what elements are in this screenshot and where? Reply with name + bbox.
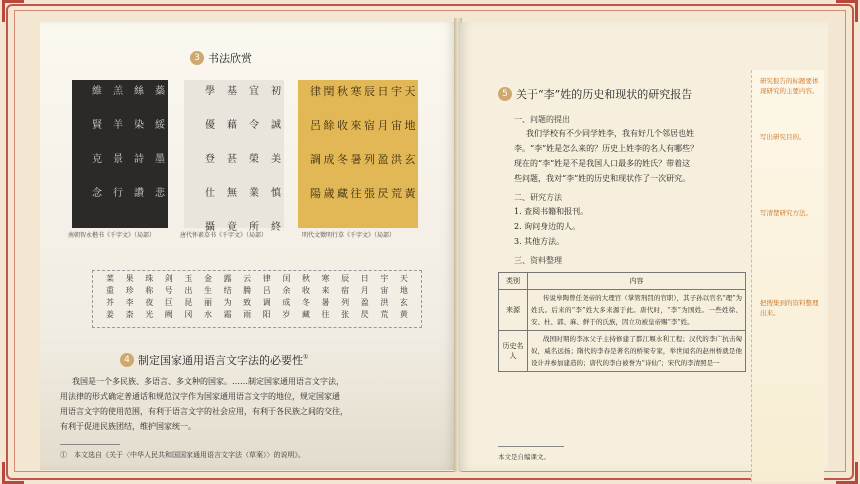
section-3-heading <box>190 50 252 66</box>
margin-note: 写清楚研究方法。 <box>760 209 812 217</box>
grid-column: 律 吕 调 阳 <box>262 274 271 319</box>
table-content: 传说皋陶曾任尧帝的大理官（掌管刑罚的官职），其子孙以官名“理”为姓氏。后来的“李”姓大多来源于此。唐代时，“李”为国姓。一些姓徐、安、杜、郭、麻、鲜于的氏族，因立功被皇帝赐“李”姓。 <box>528 290 746 331</box>
calligraphy-column: 寒 來 暑 往 <box>350 85 362 200</box>
table-header-row <box>499 273 746 290</box>
calligraphy-column: 初 誠 美 慎 終 <box>271 86 281 233</box>
note-divider <box>498 446 564 447</box>
paragraph-line: 用语言文字的使用范围，有利于语言文字的社会应用，有利于各民族之间的交往， <box>60 407 348 416</box>
corner-ornament <box>2 0 24 22</box>
report-title: 关于“李”姓的历史和现状的研究报告 <box>516 88 693 101</box>
margin-notes-column <box>751 70 824 482</box>
table-content: 战国时期的李冰父子主持修建了都江堰水利工程；汉代的李广抗击匈奴，威名远扬；隋代的李春是著名的桥梁专家，举世闻名的赵州桥就是他设计并参加建造的；唐代的李白被誉为“诗仙”；宋代的李清照是一 <box>528 331 746 372</box>
grid-column: 天 地 玄 黄 <box>399 274 408 319</box>
table-header: 类别 <box>499 273 528 290</box>
grid-column: 闰 余 成 岁 <box>282 274 291 319</box>
calligraphy-caption: 明代文徵明行草《千字文》（局部） <box>302 232 396 239</box>
calligraphy-caption: 唐代怀素草书《千字文》（局部） <box>180 232 268 239</box>
footnote-marker: ① <box>303 353 309 361</box>
paragraph-line: 些问题，我对“李”姓的历史和现状作了一次研究。 <box>514 174 691 183</box>
section-title: 制定国家通用语言文字法的必要性 <box>138 354 303 367</box>
grid-column: 菜 重 芥 姜 <box>106 274 114 319</box>
margin-note: 研究报告的标题要体现研究的主要内容。 <box>760 77 819 95</box>
textbook-spread <box>30 12 818 472</box>
grid-column: 日 月 盈 昃 <box>360 274 369 319</box>
left-page <box>40 22 458 470</box>
grid-column: 秋 收 冬 藏 <box>301 274 310 319</box>
table-row <box>499 331 746 372</box>
subheading-problem: 一、问题的提出 <box>514 115 570 124</box>
margin-note: 把搜集到的资料整理出来。 <box>760 299 819 317</box>
calligraphy-column: 絲 染 詩 讚 <box>134 86 144 199</box>
section-number-badge: 3 <box>190 51 204 65</box>
subheading-data: 三、资料整理 <box>514 256 562 265</box>
corner-ornament <box>836 462 858 484</box>
grid-column: 金 生 丽 水 <box>203 274 212 319</box>
table-row <box>499 290 746 331</box>
source-note: 本文是自编课文。 <box>498 453 550 461</box>
calligraphy-image-huaisu <box>184 80 284 233</box>
calligraphy-column: 律 呂 調 陽 <box>310 85 321 200</box>
calligraphy-image-wenzhengming <box>298 80 418 228</box>
paragraph-line: 用法律的形式确定普通话和规范汉字作为国家通用语言文字的地位，规定国家通 <box>60 392 340 401</box>
paragraph-line: 有利于促进民族团结，维护国家统一。 <box>60 422 196 431</box>
grid-column: 果 珍 李 柰 <box>125 274 134 319</box>
calligraphy-caption: 南朝智永楷书《千字文》（局部） <box>68 232 156 239</box>
calligraphy-column: 日 月 盈 昃 <box>377 85 389 200</box>
section-4-heading <box>120 352 308 368</box>
grid-column: 珠 称 夜 光 <box>145 274 154 319</box>
calligraphy-column: 羔 羊 景 行 <box>113 86 123 199</box>
calligraphy-column: 秋 收 冬 藏 <box>337 85 348 200</box>
calligraphy-column: 基 藉 甚 無 竟 <box>227 86 237 233</box>
calligraphy-column: 宜 令 榮 業 所 <box>249 86 259 233</box>
table-header: 内容 <box>528 273 746 290</box>
paragraph-line: 现在的“李”姓是不是我国人口最多的姓氏？带着这 <box>514 159 691 168</box>
paragraph-line: 我国是一个多民族、多语言、多文种的国家。……制定国家通用语言文字法， <box>72 377 344 386</box>
grid-column: 辰 宿 列 张 <box>341 274 350 319</box>
thousand-character-grid <box>92 270 422 328</box>
method-item: 2. 询问身边的人。 <box>514 222 581 231</box>
method-item: 3. 其他方法。 <box>514 237 565 246</box>
section-5-heading <box>498 86 692 102</box>
corner-ornament <box>836 0 858 22</box>
subheading-method: 二、研究方法 <box>514 193 562 202</box>
grid-column: 玉 出 昆 冈 <box>184 274 193 319</box>
grid-column: 云 腾 致 雨 <box>243 274 252 319</box>
section-title: 书法欣赏 <box>208 52 252 65</box>
calligraphy-column: 學 優 登 仕 攝 <box>205 86 215 233</box>
table-category: 来源 <box>499 290 528 331</box>
calligraphy-column: 辰 宿 列 張 <box>364 85 375 200</box>
section-number-badge: 5 <box>498 87 512 101</box>
paragraph-line: 我们学校有不少同学姓李，我有好几个邻居也姓 <box>526 129 694 138</box>
calligraphy-column: 蘂 綏 墨 悲 <box>155 86 165 199</box>
calligraphy-image-zhiyong <box>72 80 168 228</box>
grid-column: 剑 号 巨 阙 <box>164 274 173 319</box>
paragraph-line: 李。“李”姓是怎么来的？历史上姓李的名人有哪些？ <box>514 144 699 153</box>
footnote-divider <box>60 444 120 445</box>
method-item: 1. 查阅书籍和报刊。 <box>514 207 589 216</box>
grid-column: 寒 来 暑 往 <box>321 274 330 319</box>
data-table <box>498 272 746 372</box>
table-category: 历史名人 <box>499 331 528 372</box>
calligraphy-column: 閏 餘 成 歲 <box>323 85 335 200</box>
calligraphy-column: 宇 宙 洪 荒 <box>391 85 402 200</box>
section-number-badge: 4 <box>120 353 134 367</box>
corner-ornament <box>2 462 24 484</box>
calligraphy-column: 天 地 玄 黃 <box>404 85 416 200</box>
calligraphy-column: 維 賢 克 念 <box>92 86 102 199</box>
margin-note: 写出研究目的。 <box>760 133 806 141</box>
grid-column: 露 结 为 霜 <box>223 274 232 319</box>
grid-column: 宇 宙 洪 荒 <box>380 274 389 319</box>
footnote: ① 本文选自《关于〈中华人民共和国国家通用语言文字法（草案）〉的说明》。 <box>60 451 305 459</box>
